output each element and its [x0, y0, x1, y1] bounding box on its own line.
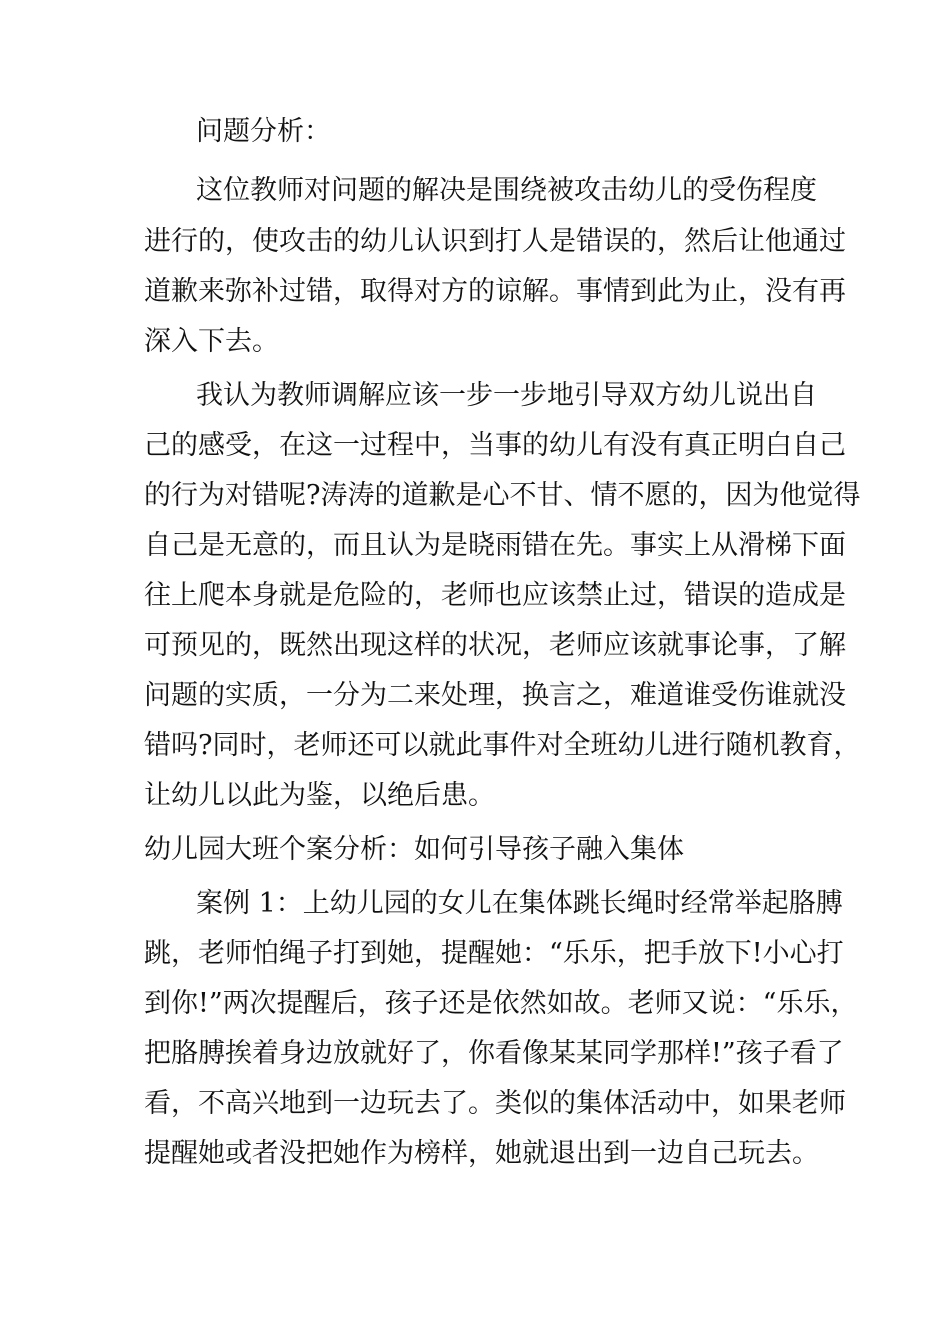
paragraph-line: 让幼儿以此为鉴，以绝后患。: [144, 780, 495, 811]
paragraph-line: 的行为对错呢?涛涛的道歉是心不甘、情不愿的，因为他觉得: [144, 480, 861, 511]
paragraph-line: 提醒她或者没把她作为榜样，她就退出到一边自己玩去。: [144, 1138, 819, 1169]
paragraph-line: 我认为教师调解应该一步一步地引导双方幼儿说出自: [196, 380, 817, 411]
paragraph-line: 到你!”两次提醒后，孩子还是依然如故。老师又说：“乐乐，: [144, 988, 858, 1019]
paragraph-line: 案例 1：上幼儿园的女儿在集体跳长绳时经常举起胳膊: [196, 888, 843, 919]
section-heading-problem-analysis: 问题分析：: [196, 116, 331, 147]
paragraph-line: 可预见的，既然出现这样的状况，老师应该就事论事，了解: [144, 630, 846, 661]
paragraph-line: 问题的实质，一分为二来处理，换言之，难道谁受伤谁就没: [144, 680, 846, 711]
paragraph-line: 跳，老师怕绳子打到她，提醒她：“乐乐，把手放下!小心打: [144, 938, 844, 969]
paragraph-line: 往上爬本身就是危险的，老师也应该禁止过，错误的造成是: [144, 580, 846, 611]
paragraph-line: 错吗?同时，老师还可以就此事件对全班幼儿进行随机教育，: [144, 730, 861, 761]
paragraph-line: 看，不高兴地到一边玩去了。类似的集体活动中，如果老师: [144, 1088, 846, 1119]
paragraph-line: 己的感受，在这一过程中，当事的幼儿有没有真正明白自己: [144, 430, 846, 461]
paragraph-line: 把胳膊挨着身边放就好了，你看像某某同学那样!”孩子看了: [144, 1038, 844, 1069]
paragraph-line: 进行的，使攻击的幼儿认识到打人是错误的，然后让他通过: [144, 226, 846, 257]
paragraph-line: 自己是无意的，而且认为是晓雨错在先。事实上从滑梯下面: [144, 530, 846, 561]
paragraph-line: 道歉来弥补过错，取得对方的谅解。事情到此为止，没有再: [144, 276, 846, 307]
paragraph-line: 深入下去。: [144, 326, 279, 357]
section-title: 幼儿园大班个案分析：如何引导孩子融入集体: [144, 834, 684, 865]
paragraph-line: 这位教师对问题的解决是围绕被攻击幼儿的受伤程度: [196, 175, 817, 206]
